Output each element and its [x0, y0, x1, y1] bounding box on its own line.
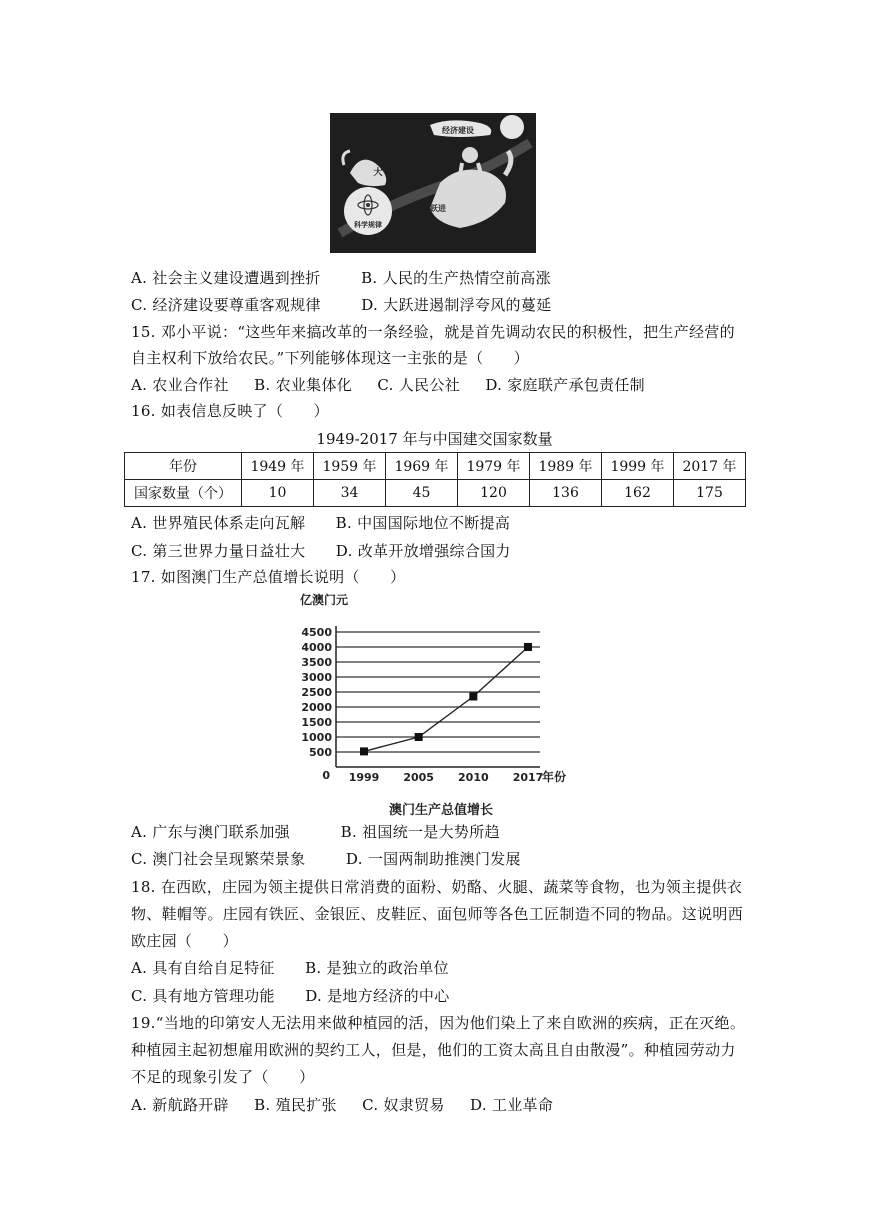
count-cell: 10 — [242, 480, 314, 507]
x-tick-label: 1999 — [348, 771, 380, 784]
q19-stem-line1: 19.“当地的印第安人无法用来做种植园的活，因为他们染上了来自欧洲的疾病，正在灭绝。 — [131, 1014, 746, 1032]
q16-table-title: 1949-2017 年与中国建交国家数量 — [316, 430, 553, 448]
year-cell: 1949 年 — [242, 453, 314, 480]
y-axis-label: 亿澳门元 — [300, 593, 349, 607]
q15-stem-line2: 自主权利下放给农民。”下列能够体现这一主张的是（ ） — [131, 349, 530, 367]
data-point — [524, 643, 532, 651]
y-tick-label: 0 — [322, 769, 330, 782]
horse-label-right: 跃进 — [430, 203, 446, 213]
q16-options-line2: C. 第三世界力量日益壮大 D. 改革开放增强综合国力 — [131, 542, 511, 560]
y-tick-label: 500 — [309, 746, 332, 759]
y-tick-label: 1500 — [301, 716, 332, 729]
year-cell: 1989 年 — [530, 453, 602, 480]
table-row-years — [125, 453, 746, 480]
q17-options-line1: A. 广东与澳门联系加强 B. 祖国统一是大势所趋 — [131, 823, 500, 841]
y-tick-label: 1000 — [301, 731, 332, 744]
horse-label-left: 大 — [373, 168, 383, 178]
q19-options: A. 新航路开辟 B. 殖民扩张 C. 奴隶贸易 D. 工业革命 — [131, 1096, 554, 1114]
q16-options-line1: A. 世界殖民体系走向瓦解 B. 中国国际地位不断提高 — [131, 514, 511, 532]
count-cell: 162 — [602, 480, 674, 507]
data-point — [360, 747, 368, 755]
q19-stem-line2: 种植园主起初想雇用欧洲的契约工人，但是，他们的工资太高且自由散漫”。种植园劳动力 — [131, 1041, 736, 1059]
q16-stem: 16. 如表信息反映了（ ） — [131, 402, 329, 420]
q18-stem-line2: 物、鞋帽等。庄园有铁匠、金银匠、皮鞋匠、面包师等各色工匠制造不同的物品。这说明西 — [131, 905, 744, 923]
series-line — [364, 647, 528, 751]
year-cell: 1969 年 — [386, 453, 458, 480]
q18-options-line1: A. 具有自给自足特征 B. 是独立的政治单位 — [131, 959, 449, 977]
year-cell: 1999 年 — [602, 453, 674, 480]
chart-title: 澳门生产总值增长 — [388, 803, 494, 818]
row-header-count: 国家数量（个） — [125, 480, 242, 507]
table-row-counts — [125, 480, 746, 507]
diplomatic-relations-table — [124, 452, 746, 507]
q14-options-line1: A. 社会主义建设遭遇到挫折 B. 人民的生产热情空前高涨 — [131, 269, 551, 287]
banner-label: 经济建设 — [442, 125, 474, 135]
y-tick-label: 3500 — [301, 656, 332, 669]
year-cell: 1959 年 — [314, 453, 386, 480]
q15-stem-line1: 15. 邓小平说：“这些年来搞改革的一条经验，就是首先调动农民的积极性，把生产经营的 — [131, 323, 735, 341]
year-cell: 1979 年 — [458, 453, 530, 480]
y-tick-label: 3000 — [301, 671, 332, 684]
cartoon-drawing — [330, 113, 536, 253]
count-cell: 175 — [674, 480, 746, 507]
y-tick-label: 2000 — [301, 701, 332, 714]
q14-options-line2: C. 经济建设要尊重客观规律 D. 大跃进遏制浮夸风的蔓延 — [131, 296, 552, 314]
data-point — [469, 693, 477, 701]
y-tick-label: 4000 — [301, 641, 332, 654]
q18-options-line2: C. 具有地方管理功能 D. 是地方经济的中心 — [131, 987, 450, 1005]
count-cell: 136 — [530, 480, 602, 507]
ball-label: 科学规律 — [354, 220, 382, 229]
x-tick-label: 2017 — [512, 771, 544, 784]
x-axis-label: 年份 — [542, 770, 567, 784]
q19-stem-line3: 不足的现象引发了（ ） — [131, 1068, 315, 1086]
y-tick-label: 4500 — [301, 626, 332, 639]
cartoon-image — [330, 113, 536, 253]
q17-options-line2: C. 澳门社会呈现繁荣景象 D. 一国两制助推澳门发展 — [131, 850, 521, 868]
q17-stem: 17. 如图澳门生产总值增长说明（ ） — [131, 568, 406, 586]
q18-stem-line3: 欧庄园（ ） — [131, 932, 238, 950]
x-tick-label: 2005 — [403, 771, 434, 784]
year-cell: 2017 年 — [674, 453, 746, 480]
q15-options: A. 农业合作社 B. 农业集体化 C. 人民公社 D. 家庭联产承包责任制 — [131, 376, 645, 394]
x-tick-label: 2010 — [458, 771, 489, 784]
data-point — [415, 733, 423, 741]
count-cell: 34 — [314, 480, 386, 507]
macau-gdp-chart — [296, 590, 586, 822]
q18-stem-line1: 18. 在西欧，庄园为领主提供日常消费的面粉、奶酪、火腿、蔬菜等食物，也为领主提供衣 — [131, 878, 743, 896]
row-header-year: 年份 — [125, 453, 242, 480]
count-cell: 120 — [458, 480, 530, 507]
y-tick-label: 2500 — [301, 686, 332, 699]
count-cell: 45 — [386, 480, 458, 507]
